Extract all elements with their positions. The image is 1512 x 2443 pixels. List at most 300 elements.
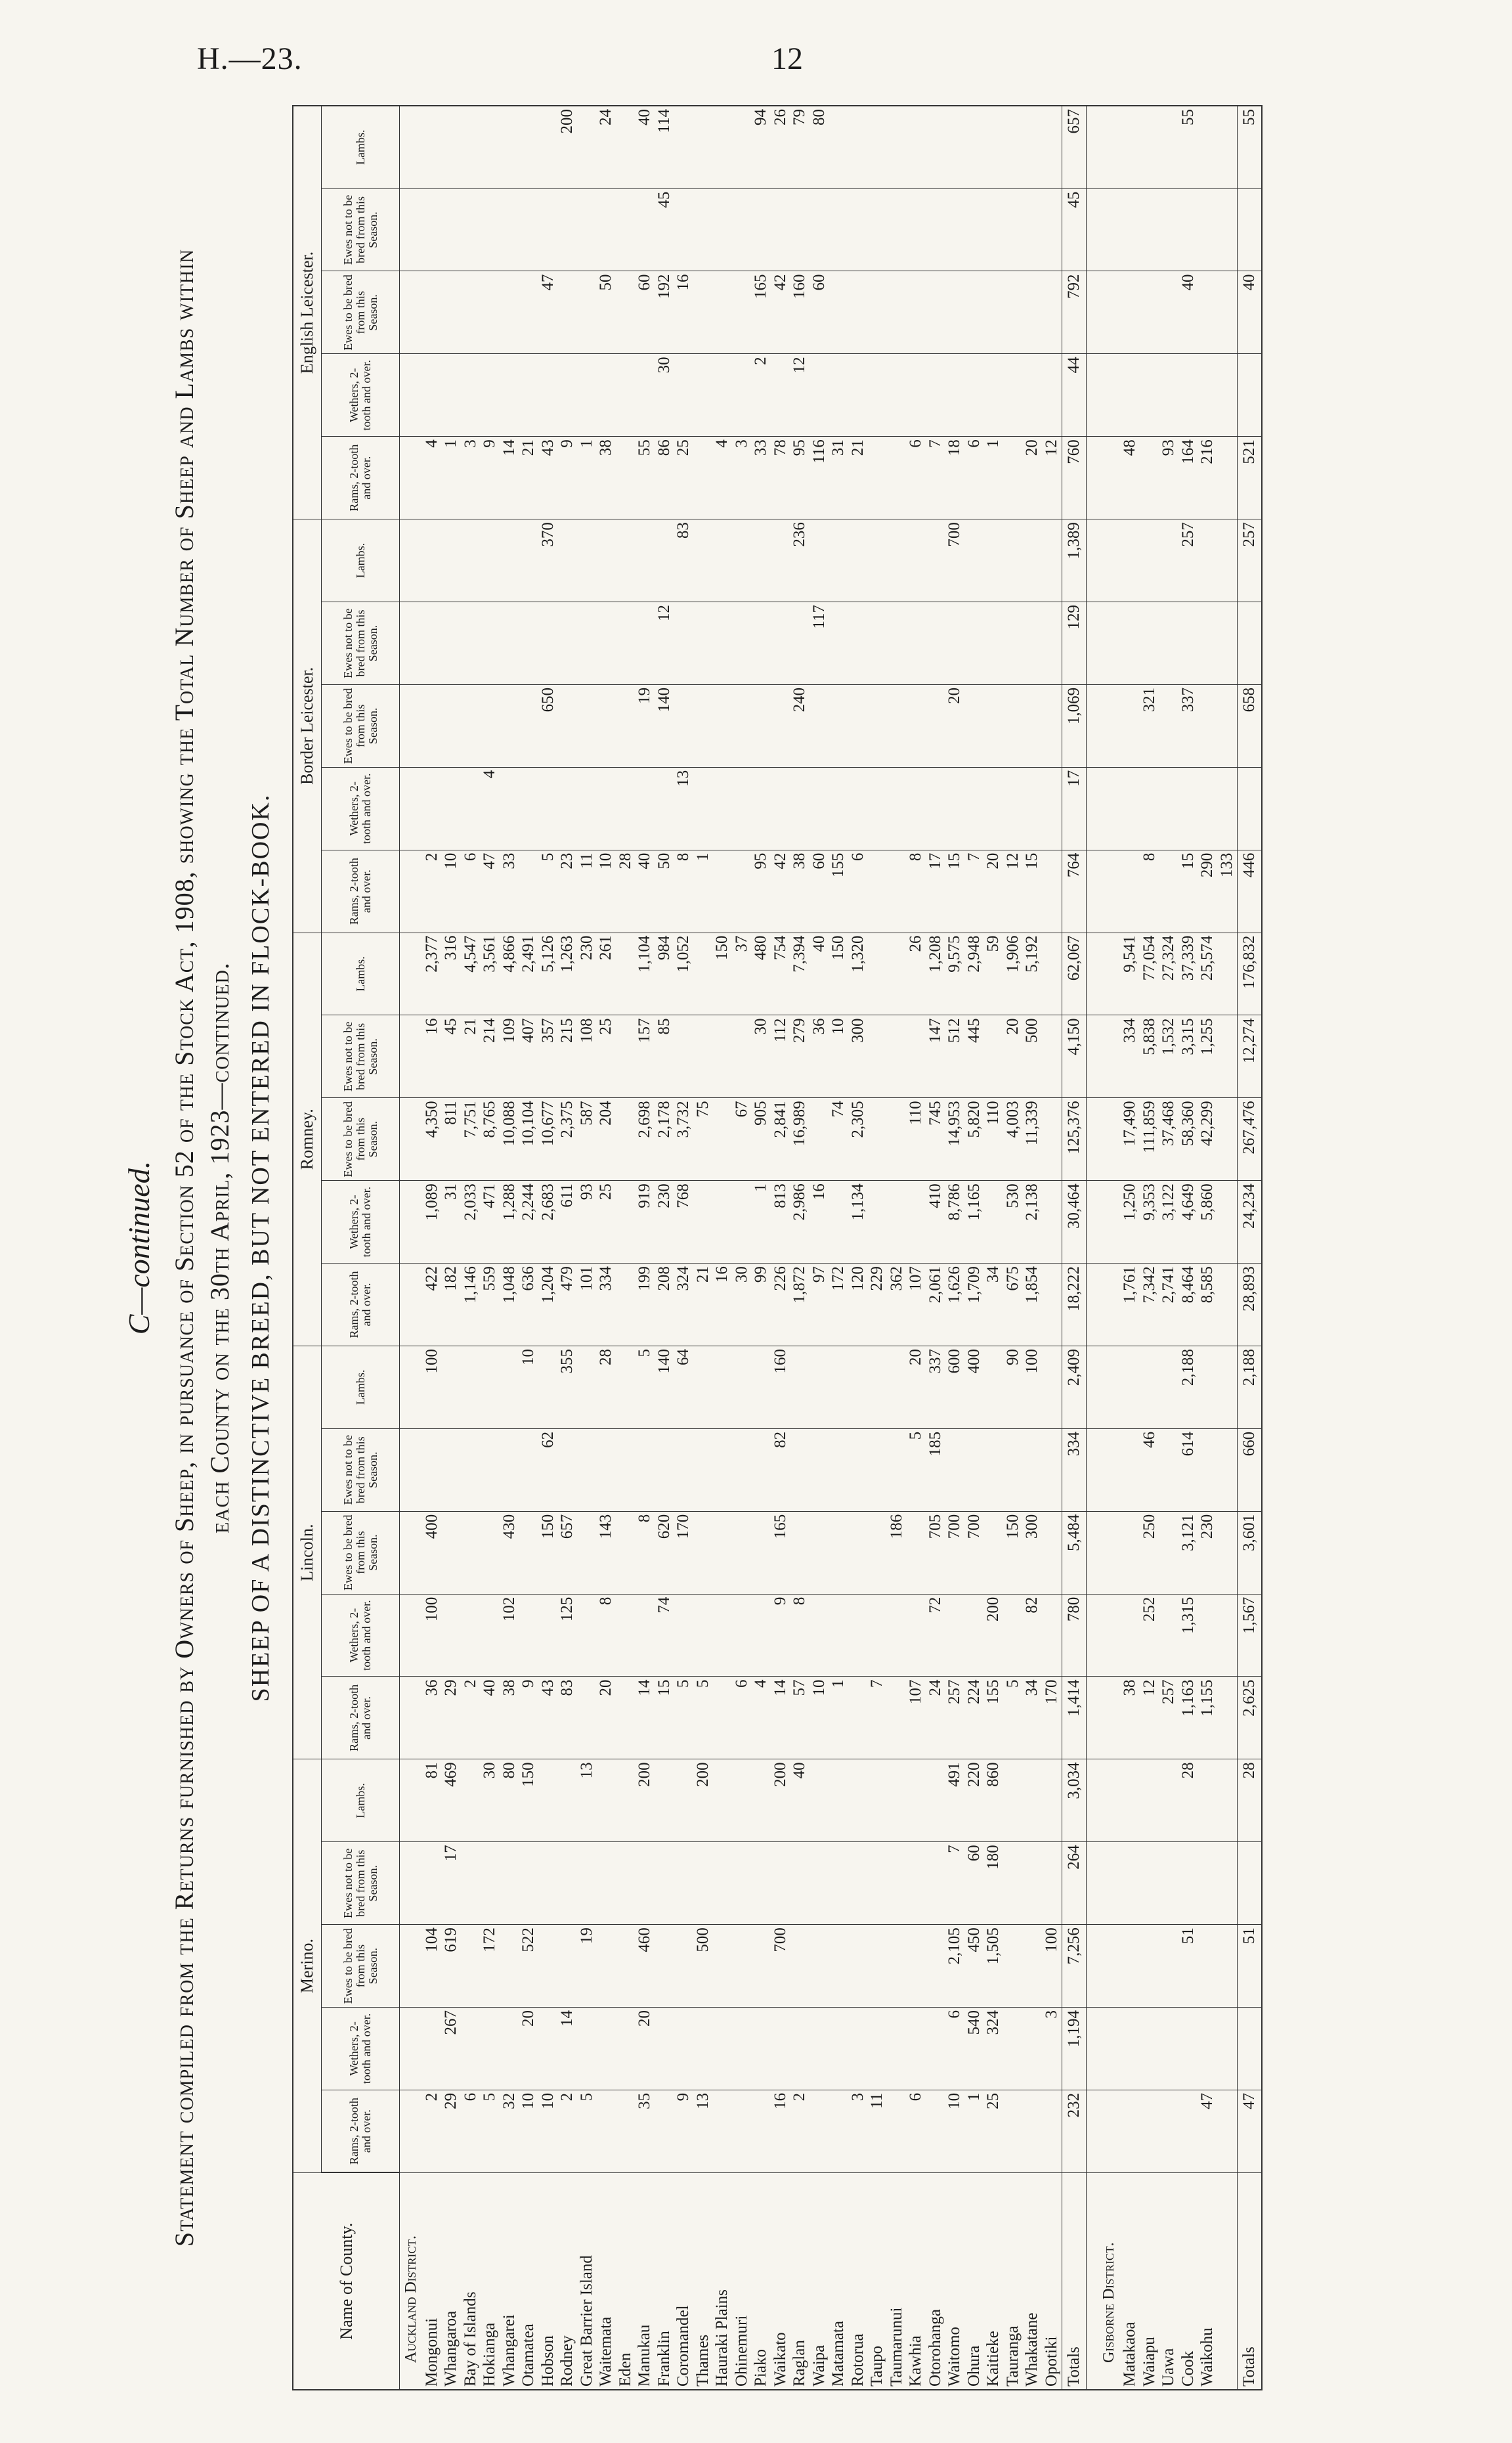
- value-cell: [887, 2008, 907, 2090]
- value-cell: [810, 519, 829, 602]
- empty-cell: [1098, 1264, 1121, 1346]
- value-cell: 1,089: [422, 1181, 442, 1264]
- value-cell: 108: [577, 1015, 597, 1098]
- value-cell: 60: [810, 271, 829, 354]
- value-cell: [1140, 354, 1159, 437]
- value-cell: [1023, 602, 1043, 685]
- empty-cell: [1098, 354, 1121, 437]
- column-header: Wethers, 2-tooth and over.: [322, 1181, 400, 1264]
- value-cell: [810, 1346, 829, 1428]
- value-cell: 40: [790, 1759, 810, 1842]
- value-cell: [1159, 519, 1179, 602]
- value-cell: 257: [945, 1677, 965, 1759]
- sheep-returns-table: [292, 105, 1263, 2390]
- value-cell: [693, 1842, 713, 1925]
- value-cell: 229: [868, 1264, 888, 1346]
- value-cell: 355: [558, 1346, 578, 1428]
- value-cell: 7,394: [790, 933, 810, 1015]
- value-cell: [752, 2090, 771, 2172]
- empty-cell: [400, 1511, 423, 1594]
- value-cell: 20: [636, 2008, 655, 2090]
- value-cell: [1159, 1428, 1179, 1511]
- value-cell: [771, 1842, 790, 1925]
- value-cell: 8: [790, 1594, 810, 1677]
- value-cell: 13: [674, 767, 694, 850]
- value-cell: [481, 106, 500, 188]
- spacer-row: [1086, 106, 1098, 2390]
- column-header: Ewes to be bred from this Season.: [322, 684, 400, 767]
- value-cell: [945, 354, 965, 437]
- value-cell: 7,751: [461, 1098, 481, 1181]
- table-row: [771, 106, 790, 2390]
- value-cell: [848, 767, 868, 850]
- value-cell: 9,575: [945, 933, 965, 1015]
- value-cell: 17: [1062, 767, 1086, 850]
- county-name: Bay of Islands: [461, 2172, 481, 2390]
- value-cell: [907, 684, 926, 767]
- value-cell: 12: [790, 354, 810, 437]
- page-number: 12: [771, 41, 803, 76]
- table-row: [636, 106, 655, 2390]
- empty-cell: [400, 271, 423, 354]
- value-cell: [984, 684, 1004, 767]
- value-cell: [538, 1594, 558, 1677]
- value-cell: [907, 271, 926, 354]
- value-cell: 12,274: [1237, 1015, 1262, 1098]
- column-header: Rams, 2-tooth and over.: [322, 1677, 400, 1759]
- value-cell: [1042, 767, 1062, 850]
- value-cell: 2,625: [1237, 1677, 1262, 1759]
- value-cell: [1198, 1428, 1218, 1511]
- county-name: Taupo: [868, 2172, 888, 2390]
- value-cell: [1003, 106, 1023, 188]
- value-cell: 165: [752, 271, 771, 354]
- value-cell: [887, 2090, 907, 2172]
- value-cell: 3: [732, 437, 752, 519]
- table-row: [752, 106, 771, 2390]
- column-header: Lambs.: [322, 1346, 400, 1428]
- value-cell: [713, 2008, 733, 2090]
- value-cell: 500: [693, 1925, 713, 2008]
- value-cell: [868, 1594, 888, 1677]
- table-row: [1198, 106, 1218, 2390]
- value-cell: [693, 684, 713, 767]
- empty-cell: [400, 1759, 423, 1842]
- value-cell: [790, 767, 810, 850]
- value-cell: [887, 1842, 907, 1925]
- value-cell: [848, 1428, 868, 1511]
- value-cell: [597, 2090, 616, 2172]
- value-cell: [732, 1925, 752, 2008]
- value-cell: 768: [674, 1181, 694, 1264]
- value-cell: 600: [945, 1346, 965, 1428]
- value-cell: [1003, 767, 1023, 850]
- value-cell: 230: [655, 1181, 674, 1264]
- value-cell: [442, 271, 462, 354]
- column-header: Ewes not to be bred from this Season.: [322, 1842, 400, 1925]
- value-cell: [1159, 271, 1179, 354]
- value-cell: 8: [1140, 850, 1159, 933]
- county-name: Cook: [1178, 2172, 1198, 2390]
- value-cell: 1,048: [500, 1264, 519, 1346]
- value-cell: [1237, 602, 1262, 685]
- empty-cell: [1086, 1842, 1098, 1925]
- county-name: Waikato: [771, 2172, 790, 2390]
- value-cell: [519, 271, 539, 354]
- breed-header: Merino.: [293, 1759, 322, 2172]
- value-cell: 204: [597, 1098, 616, 1181]
- value-cell: [713, 1759, 733, 1842]
- value-cell: 1,854: [1023, 1264, 1043, 1346]
- value-cell: 110: [984, 1098, 1004, 1181]
- value-cell: [655, 1842, 674, 1925]
- value-cell: [1023, 106, 1043, 188]
- value-cell: 4,866: [500, 933, 519, 1015]
- value-cell: [964, 106, 984, 188]
- value-cell: [1217, 1264, 1237, 1346]
- value-cell: [868, 188, 888, 271]
- value-cell: [790, 1842, 810, 1925]
- value-cell: [1121, 1842, 1140, 1925]
- value-cell: [1003, 602, 1023, 685]
- value-cell: [655, 2008, 674, 2090]
- value-cell: [829, 1842, 849, 1925]
- value-cell: 334: [597, 1264, 616, 1346]
- value-cell: [616, 1511, 636, 1594]
- empty-cell: [1086, 933, 1098, 1015]
- value-cell: 214: [481, 1015, 500, 1098]
- value-cell: 150: [713, 933, 733, 1015]
- value-cell: 1,263: [558, 933, 578, 1015]
- value-cell: [848, 188, 868, 271]
- value-cell: [1198, 354, 1218, 437]
- column-header: Ewes to be bred from this Season.: [322, 1098, 400, 1181]
- value-cell: [848, 354, 868, 437]
- value-cell: 60: [810, 850, 829, 933]
- value-cell: [655, 1428, 674, 1511]
- value-cell: 75: [693, 1098, 713, 1181]
- value-cell: 101: [577, 1264, 597, 1346]
- value-cell: 8: [907, 850, 926, 933]
- value-cell: [519, 602, 539, 685]
- value-cell: [926, 354, 945, 437]
- value-cell: 10,104: [519, 1098, 539, 1181]
- value-cell: [848, 271, 868, 354]
- value-cell: [752, 684, 771, 767]
- value-cell: 140: [655, 684, 674, 767]
- value-cell: [461, 602, 481, 685]
- value-cell: [655, 1759, 674, 1842]
- value-cell: [829, 767, 849, 850]
- value-cell: [1121, 1925, 1140, 2008]
- value-cell: 1,389: [1062, 519, 1086, 602]
- value-cell: [1023, 1925, 1043, 2008]
- value-cell: [964, 271, 984, 354]
- empty-cell: [1086, 2090, 1098, 2172]
- value-cell: [442, 1428, 462, 1511]
- value-cell: [1023, 2090, 1043, 2172]
- value-cell: 337: [926, 1346, 945, 1428]
- value-cell: 9: [558, 437, 578, 519]
- value-cell: [1237, 354, 1262, 437]
- column-header: Wethers, 2-tooth and over.: [322, 767, 400, 850]
- table-row: [442, 106, 462, 2390]
- value-cell: [558, 767, 578, 850]
- value-cell: [829, 188, 849, 271]
- value-cell: [674, 1428, 694, 1511]
- value-cell: [500, 354, 519, 437]
- county-name: Waiapu: [1140, 2172, 1159, 2390]
- value-cell: 14: [558, 2008, 578, 2090]
- value-cell: 614: [1178, 1428, 1198, 1511]
- value-cell: 300: [1023, 1511, 1043, 1594]
- value-cell: 14: [771, 1677, 790, 1759]
- value-cell: [500, 602, 519, 685]
- value-cell: 38: [790, 850, 810, 933]
- value-cell: [848, 106, 868, 188]
- value-cell: [519, 850, 539, 933]
- value-cell: [848, 1346, 868, 1428]
- value-cell: [1042, 1428, 1062, 1511]
- value-cell: 111,859: [1140, 1098, 1159, 1181]
- empty-cell: [400, 1842, 423, 1925]
- value-cell: 2,841: [771, 1098, 790, 1181]
- value-cell: [674, 684, 694, 767]
- county-name: Whangarei: [500, 2172, 519, 2390]
- value-cell: [732, 1015, 752, 1098]
- value-cell: [964, 1594, 984, 1677]
- value-cell: [752, 767, 771, 850]
- value-cell: [945, 1428, 965, 1511]
- value-cell: [1023, 684, 1043, 767]
- county-name: Great Barrier Island: [577, 2172, 597, 2390]
- value-cell: 4,150: [1062, 1015, 1086, 1098]
- value-cell: 4: [422, 437, 442, 519]
- value-cell: [1042, 1511, 1062, 1594]
- county-name: Raglan: [790, 2172, 810, 2390]
- value-cell: [461, 684, 481, 767]
- value-cell: 337: [1178, 684, 1198, 767]
- table-row: [1140, 106, 1159, 2390]
- value-cell: 33: [500, 850, 519, 933]
- value-cell: 1,288: [500, 1181, 519, 1264]
- value-cell: [926, 1925, 945, 2008]
- value-cell: [810, 1428, 829, 1511]
- table-row: [577, 106, 597, 2390]
- value-cell: [1003, 684, 1023, 767]
- value-cell: [887, 354, 907, 437]
- value-cell: 1,208: [926, 933, 945, 1015]
- value-cell: 85: [655, 1015, 674, 1098]
- value-cell: [887, 437, 907, 519]
- value-cell: 42,299: [1198, 1098, 1218, 1181]
- value-cell: [538, 1842, 558, 1925]
- value-cell: [616, 684, 636, 767]
- value-cell: 34: [984, 1264, 1004, 1346]
- value-cell: [790, 1428, 810, 1511]
- value-cell: 99: [752, 1264, 771, 1346]
- value-cell: 860: [984, 1759, 1004, 1842]
- value-cell: 7: [926, 437, 945, 519]
- value-cell: 7: [868, 1677, 888, 1759]
- value-cell: 46: [1140, 1428, 1159, 1511]
- breed-header: Border Leicester.: [293, 519, 322, 933]
- value-cell: [693, 106, 713, 188]
- value-cell: [538, 767, 558, 850]
- value-cell: [558, 1428, 578, 1511]
- value-cell: 200: [636, 1759, 655, 1842]
- value-cell: 114: [655, 106, 674, 188]
- value-cell: [868, 519, 888, 602]
- empty-cell: [1098, 1511, 1121, 1594]
- value-cell: [1042, 684, 1062, 767]
- value-cell: [984, 354, 1004, 437]
- value-cell: 208: [655, 1264, 674, 1346]
- value-cell: [1198, 188, 1218, 271]
- value-cell: [558, 1759, 578, 1842]
- rotated-table-region: [121, 105, 1467, 2390]
- value-cell: [674, 602, 694, 685]
- county-name: Hauraki Plains: [713, 2172, 733, 2390]
- value-cell: [1217, 1428, 1237, 1511]
- empty-cell: [400, 1925, 423, 2008]
- column-header: Wethers, 2-tooth and over.: [322, 354, 400, 437]
- value-cell: [519, 767, 539, 850]
- value-cell: [442, 1346, 462, 1428]
- table-row: [422, 106, 442, 2390]
- value-cell: [1217, 1511, 1237, 1594]
- value-cell: [984, 188, 1004, 271]
- value-cell: [519, 1842, 539, 1925]
- value-cell: 12: [1140, 1677, 1159, 1759]
- value-cell: [1042, 188, 1062, 271]
- value-cell: 334: [1121, 1015, 1140, 1098]
- empty-cell: [1098, 850, 1121, 933]
- value-cell: [597, 354, 616, 437]
- value-cell: [984, 1181, 1004, 1264]
- value-cell: [752, 1428, 771, 1511]
- value-cell: [538, 106, 558, 188]
- value-cell: [636, 354, 655, 437]
- value-cell: 2,178: [655, 1098, 674, 1181]
- value-cell: [1121, 106, 1140, 188]
- empty-cell: [1098, 1677, 1121, 1759]
- value-cell: 3,601: [1237, 1511, 1262, 1594]
- value-cell: [1198, 602, 1218, 685]
- value-cell: [1003, 437, 1023, 519]
- value-cell: [597, 684, 616, 767]
- empty-cell: [1098, 437, 1121, 519]
- value-cell: 157: [636, 1015, 655, 1098]
- value-cell: [422, 767, 442, 850]
- column-header: Rams, 2-tooth and over.: [322, 2090, 400, 2172]
- value-cell: [461, 271, 481, 354]
- value-cell: [810, 684, 829, 767]
- value-cell: [1237, 188, 1262, 271]
- value-cell: [674, 106, 694, 188]
- value-cell: [597, 2008, 616, 2090]
- value-cell: [868, 2008, 888, 2090]
- value-cell: 224: [964, 1677, 984, 1759]
- value-cell: [1042, 1098, 1062, 1181]
- empty-cell: [1098, 106, 1121, 188]
- value-cell: 58,360: [1178, 1098, 1198, 1181]
- table-row: [1178, 106, 1198, 2390]
- value-cell: 1,567: [1237, 1594, 1262, 1677]
- value-cell: [538, 188, 558, 271]
- value-cell: 57: [790, 1677, 810, 1759]
- value-cell: [616, 1264, 636, 1346]
- value-cell: [422, 354, 442, 437]
- value-cell: [810, 354, 829, 437]
- value-cell: 267,476: [1237, 1098, 1262, 1181]
- value-cell: [481, 602, 500, 685]
- empty-cell: [400, 933, 423, 1015]
- value-cell: [713, 354, 733, 437]
- value-cell: 37,339: [1178, 933, 1198, 1015]
- county-name: Tauranga: [1003, 2172, 1023, 2390]
- value-cell: [1159, 106, 1179, 188]
- value-cell: [616, 1015, 636, 1098]
- value-cell: 90: [1003, 1346, 1023, 1428]
- column-header: Rams, 2-tooth and over.: [322, 1264, 400, 1346]
- value-cell: [1198, 1346, 1218, 1428]
- value-cell: [713, 1842, 733, 1925]
- value-cell: [829, 1511, 849, 1594]
- value-cell: 9: [481, 437, 500, 519]
- value-cell: [926, 188, 945, 271]
- table-row: [945, 106, 965, 2390]
- value-cell: 44: [1062, 354, 1086, 437]
- value-cell: [713, 1098, 733, 1181]
- value-cell: [887, 1677, 907, 1759]
- value-cell: 55: [636, 437, 655, 519]
- value-cell: 3,122: [1159, 1181, 1179, 1264]
- value-cell: [1217, 106, 1237, 188]
- value-cell: 28: [1237, 1759, 1262, 1842]
- value-cell: 2,375: [558, 1098, 578, 1181]
- value-cell: 8,585: [1198, 1264, 1218, 1346]
- value-cell: 33: [752, 437, 771, 519]
- value-cell: 43: [538, 1677, 558, 1759]
- value-cell: [597, 767, 616, 850]
- value-cell: [945, 602, 965, 685]
- value-cell: [887, 684, 907, 767]
- table-row: [1023, 106, 1043, 2390]
- value-cell: [713, 1346, 733, 1428]
- value-cell: [422, 602, 442, 685]
- value-cell: [1042, 602, 1062, 685]
- value-cell: [790, 1925, 810, 2008]
- value-cell: [500, 519, 519, 602]
- value-cell: [422, 271, 442, 354]
- value-cell: 215: [558, 1015, 578, 1098]
- value-cell: [732, 1181, 752, 1264]
- value-cell: [713, 1428, 733, 1511]
- value-cell: [538, 1346, 558, 1428]
- value-cell: 10: [519, 1346, 539, 1428]
- value-cell: [1159, 1842, 1179, 1925]
- value-cell: [829, 684, 849, 767]
- table-row: [887, 106, 907, 2390]
- value-cell: 267: [442, 2008, 462, 2090]
- value-cell: [848, 602, 868, 685]
- county-name: Matakaoa: [1121, 2172, 1140, 2390]
- value-cell: [519, 188, 539, 271]
- empty-cell: [1098, 271, 1121, 354]
- value-cell: [1140, 1759, 1159, 1842]
- value-cell: [713, 602, 733, 685]
